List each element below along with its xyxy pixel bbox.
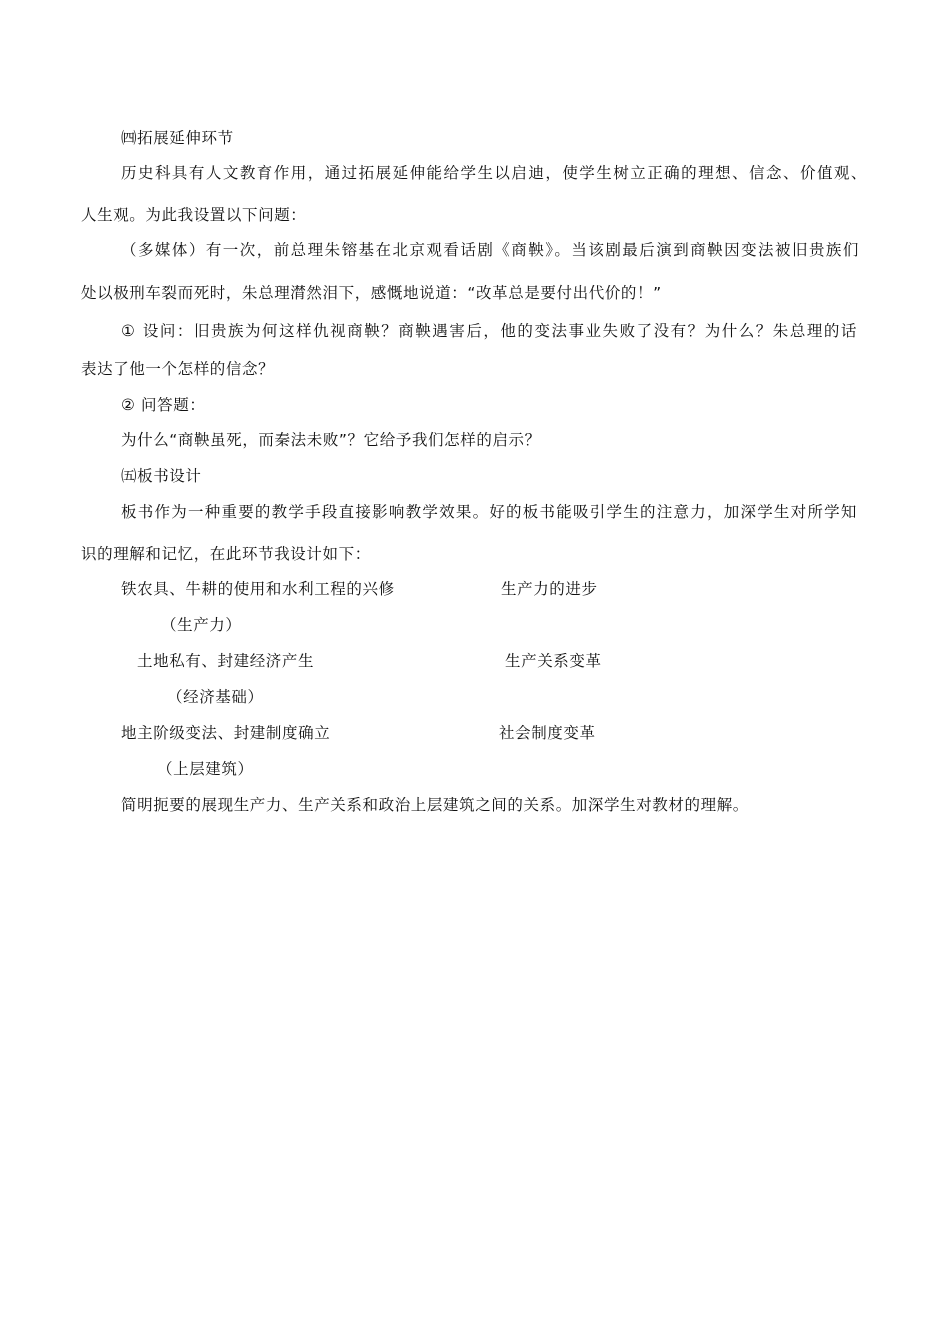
board-row-left: 地主阶级变法、封建制度确立: [121, 724, 331, 742]
question-1-line: 表达了他一个怎样的信念？: [81, 360, 275, 378]
question-2-text: 为什么“商鞅虽死，而秦法未败”？它给予我们怎样的启示？: [121, 431, 541, 449]
board-row-category: （经济基础）: [167, 688, 264, 706]
paragraph-line: 人生观。为此我设置以下问题：: [81, 206, 307, 224]
section-heading-extension: ㈣拓展延伸环节: [121, 129, 234, 147]
paragraph-line: 历史科具有人文教育作用，通过拓展延伸能给学生以启迪，使学生树立正确的理想、信念、价值观、: [121, 164, 867, 182]
paragraph-line: 板书作为一种重要的教学手段直接影响教学效果。好的板书能吸引学生的注意力，加深学生对所学知: [121, 503, 857, 521]
paragraph-line: （多媒体）有一次，前总理朱镕基在北京观看话剧《商鞅》。当该剧最后演到商鞅因变法被旧贵族们: [121, 241, 859, 259]
board-row-right: 生产力的进步: [501, 580, 598, 598]
section-heading-board: ㈤板书设计: [121, 467, 202, 485]
paragraph-line: 识的理解和记忆，在此环节我设计如下：: [81, 545, 371, 563]
board-row-category: （生产力）: [161, 616, 242, 634]
question-1-line: ① 设问：旧贵族为何这样仇视商鞅？商鞅遇害后，他的变法事业失败了没有？为什么？朱总理的话: [121, 322, 857, 340]
board-row-left: 铁农具、牛耕的使用和水利工程的兴修: [121, 580, 395, 598]
board-row-right: 生产关系变革: [505, 652, 602, 670]
board-row-right: 社会制度变革: [499, 724, 596, 742]
summary-text: 简明扼要的展现生产力、生产关系和政治上层建筑之间的关系。加深学生对教材的理解。: [121, 796, 749, 814]
board-row-category: （上层建筑）: [157, 760, 254, 778]
question-2-label: ② 问答题：: [121, 396, 206, 414]
paragraph-line: 处以极刑车裂而死时，朱总理潸然泪下，感慨地说道：“改革总是要付出代价的！”: [81, 284, 662, 302]
board-row-left: 土地私有、封建经济产生: [137, 652, 315, 670]
